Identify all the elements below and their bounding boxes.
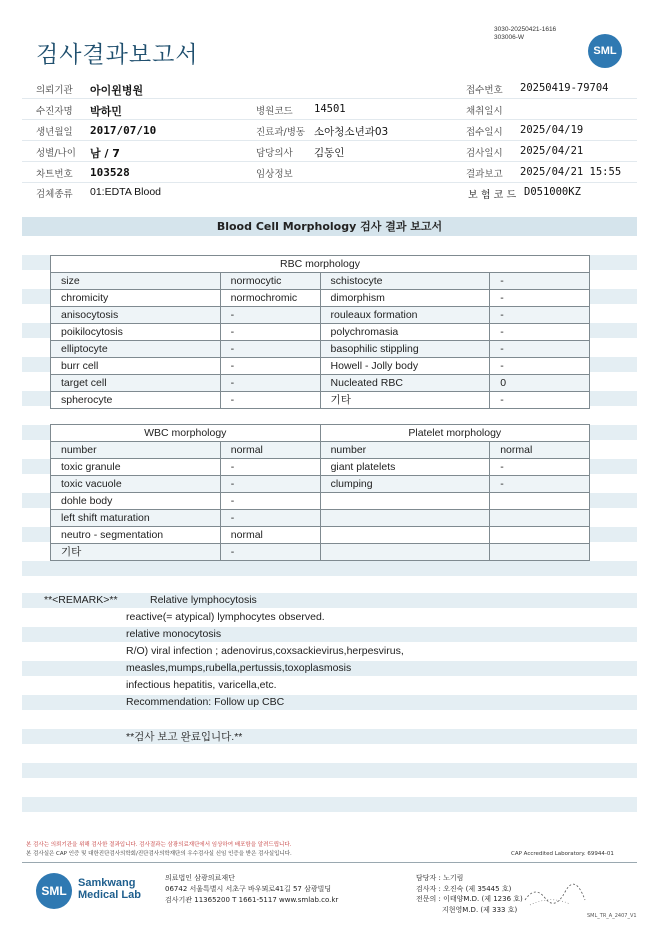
rbc-morphology-table bbox=[50, 255, 590, 409]
info-value: 김동인 bbox=[314, 147, 345, 159]
table-row bbox=[51, 341, 590, 358]
wbc-header: WBC morphology bbox=[51, 425, 321, 442]
table-row bbox=[51, 442, 590, 459]
info-label: 생년월일 bbox=[36, 127, 73, 138]
page-title: 검사결과보고서 bbox=[36, 42, 199, 68]
report-title: Blood Cell Morphology 검사 결과 보고서 bbox=[22, 217, 637, 236]
cell bbox=[320, 544, 490, 561]
info-label: 접수일시 bbox=[466, 127, 503, 138]
addr-line: 검사기관 11365200 T 1661-5117 www.smlab.co.kr bbox=[165, 896, 339, 904]
cell: target cell bbox=[51, 375, 221, 392]
remark-line: Relative lymphocytosis bbox=[150, 594, 257, 606]
staff-line: 지현영M.D. (제 333 호) bbox=[442, 905, 518, 914]
staff-line: 검사자 : 오진숙 (제 35445 호) bbox=[416, 884, 512, 893]
cell bbox=[490, 510, 590, 527]
document-code bbox=[494, 26, 556, 42]
cell: dohle body bbox=[51, 493, 221, 510]
cell: 0 bbox=[490, 375, 590, 392]
cell: normal bbox=[220, 442, 320, 459]
report-complete: **검사 보고 완료입니다.** bbox=[126, 731, 243, 743]
info-value: D051000KZ bbox=[524, 186, 581, 198]
cell: schistocyte bbox=[320, 273, 490, 290]
info-label: 성별/나이 bbox=[36, 148, 76, 159]
info-label: 채취일시 bbox=[466, 106, 503, 117]
cell: elliptocyte bbox=[51, 341, 221, 358]
cell: - bbox=[220, 493, 320, 510]
cell: 기타 bbox=[51, 544, 221, 561]
cell: basophilic stippling bbox=[320, 341, 490, 358]
cell: number bbox=[320, 442, 490, 459]
table-row bbox=[51, 324, 590, 341]
info-label: 수진자명 bbox=[36, 106, 73, 117]
remark-line: reactive(= atypical) lymphocytes observed. bbox=[126, 611, 325, 623]
table-row bbox=[51, 307, 590, 324]
cell: - bbox=[490, 290, 590, 307]
cell: polychromasia bbox=[320, 324, 490, 341]
cell: - bbox=[220, 544, 320, 561]
cell: - bbox=[490, 341, 590, 358]
cell: - bbox=[490, 459, 590, 476]
table-row bbox=[51, 358, 590, 375]
cell: - bbox=[220, 307, 320, 324]
wbc-platelet-table bbox=[50, 424, 590, 561]
cell: neutro - segmentation bbox=[51, 527, 221, 544]
info-row bbox=[22, 182, 637, 202]
table-row bbox=[51, 459, 590, 476]
cell: left shift maturation bbox=[51, 510, 221, 527]
info-value: 01:EDTA Blood bbox=[90, 186, 162, 198]
row-band bbox=[22, 797, 637, 812]
cell: number bbox=[51, 442, 221, 459]
lab-address bbox=[165, 873, 338, 906]
remark-line: relative monocytosis bbox=[126, 628, 222, 640]
cell: 기타 bbox=[320, 392, 490, 409]
info-value: 103528 bbox=[90, 166, 130, 179]
brand-line-1: Samkwang bbox=[78, 877, 136, 889]
doc-code-2: 303006-W bbox=[494, 34, 524, 41]
cell: size bbox=[51, 273, 221, 290]
addr-line: 06742 서울특별시 서초구 바우뫼로41길 57 삼광빌딩 bbox=[165, 885, 332, 893]
cell: - bbox=[220, 341, 320, 358]
info-value: 2025/04/21 15:55 bbox=[520, 166, 622, 178]
cell: rouleaux formation bbox=[320, 307, 490, 324]
cell: - bbox=[490, 324, 590, 341]
info-value: 2017/07/10 bbox=[90, 124, 157, 137]
info-value: 남 / 7 bbox=[90, 147, 120, 160]
cell: - bbox=[220, 392, 320, 409]
info-label: 병원코드 bbox=[256, 106, 293, 117]
cell: - bbox=[490, 307, 590, 324]
footer-divider bbox=[22, 862, 637, 863]
info-row bbox=[22, 99, 637, 120]
cell: clumping bbox=[320, 476, 490, 493]
cell: normal bbox=[490, 442, 590, 459]
cell: normal bbox=[220, 527, 320, 544]
row-band bbox=[22, 695, 637, 710]
signature-icon bbox=[520, 880, 590, 910]
table-row bbox=[51, 544, 590, 561]
table-row bbox=[51, 510, 590, 527]
cell: burr cell bbox=[51, 358, 221, 375]
info-value: 소아청소년과03 bbox=[314, 126, 389, 138]
info-label: 접수번호 bbox=[466, 85, 503, 96]
cell: toxic granule bbox=[51, 459, 221, 476]
cell: - bbox=[220, 459, 320, 476]
footer-warning: 본 검사는 의뢰기관을 위해 검사한 결과입니다. 검사결과는 삼광의료재단에서 임상하여 배포함을 알려드립니다. bbox=[26, 842, 292, 848]
cell: - bbox=[220, 358, 320, 375]
cell: Howell - Jolly body bbox=[320, 358, 490, 375]
info-label: 검체종류 bbox=[36, 189, 73, 200]
cell: toxic vacuole bbox=[51, 476, 221, 493]
info-row bbox=[22, 141, 637, 162]
remark-line: measles,mumps,rubella,pertussis,toxoplasmosis bbox=[126, 662, 352, 674]
footer-cert-note: 본 검사실은 CAP 인증 및 대한진단검사의학회/진단검사의학재단의 우수검사실 신임 인증을 받은 검사실입니다. bbox=[26, 851, 292, 857]
info-label: 검사일시 bbox=[466, 148, 503, 159]
cell: - bbox=[490, 476, 590, 493]
cell: - bbox=[220, 324, 320, 341]
table-row bbox=[51, 375, 590, 392]
cell bbox=[320, 493, 490, 510]
doc-code-1: 3030-20250421-1616 bbox=[494, 26, 557, 33]
cell bbox=[320, 510, 490, 527]
remark-line: infectious hepatitis, varicella,etc. bbox=[126, 679, 277, 691]
info-value: 박하민 bbox=[90, 105, 122, 118]
table-row bbox=[51, 476, 590, 493]
rbc-header: RBC morphology bbox=[51, 256, 590, 273]
cell: giant platelets bbox=[320, 459, 490, 476]
info-value: 14501 bbox=[314, 103, 346, 115]
brand-name bbox=[78, 877, 141, 901]
cell: spherocyte bbox=[51, 392, 221, 409]
table-row bbox=[51, 392, 590, 409]
info-label: 임상정보 bbox=[256, 169, 293, 180]
staff-line: 담당자 : 노기림 bbox=[416, 874, 464, 882]
info-value: 2025/04/21 bbox=[520, 145, 584, 157]
cell bbox=[490, 527, 590, 544]
cell: - bbox=[220, 476, 320, 493]
remark-line: R/O) viral infection ; adenovirus,coxsackievirus,herpesvirus, bbox=[126, 645, 404, 657]
info-label: 의뢰기관 bbox=[36, 85, 73, 96]
sml-logo: SML bbox=[588, 34, 622, 68]
table-row bbox=[51, 290, 590, 307]
staff-line: 전문의 : 이태양M.D. (제 1236 호) bbox=[416, 895, 523, 903]
cell: dimorphism bbox=[320, 290, 490, 307]
row-band bbox=[22, 627, 637, 642]
cell bbox=[490, 544, 590, 561]
cell bbox=[490, 493, 590, 510]
cell: anisocytosis bbox=[51, 307, 221, 324]
row-band bbox=[22, 729, 637, 744]
platelet-header: Platelet morphology bbox=[320, 425, 589, 442]
table-row bbox=[51, 493, 590, 510]
info-value: 20250419-79704 bbox=[520, 82, 609, 94]
cell: - bbox=[220, 510, 320, 527]
cell bbox=[320, 527, 490, 544]
info-label: 담당의사 bbox=[256, 148, 293, 159]
cell: - bbox=[490, 392, 590, 409]
table-row bbox=[51, 527, 590, 544]
cell: poikilocytosis bbox=[51, 324, 221, 341]
info-label: 보 험 코 드 bbox=[468, 190, 517, 201]
info-row bbox=[22, 78, 637, 99]
cell: normochromic bbox=[220, 290, 320, 307]
info-label: 차트번호 bbox=[36, 169, 73, 180]
staff-info bbox=[416, 873, 523, 915]
info-label: 진료과/병동 bbox=[256, 127, 306, 138]
addr-line: 의료법인 삼광의료재단 bbox=[165, 874, 235, 882]
cell: - bbox=[490, 273, 590, 290]
form-version: SML_TR_A_2407_V1 bbox=[587, 913, 637, 919]
info-row bbox=[22, 162, 637, 183]
cell: - bbox=[490, 358, 590, 375]
cell: Nucleated RBC bbox=[320, 375, 490, 392]
info-value: 2025/04/19 bbox=[520, 124, 584, 136]
row-band bbox=[22, 763, 637, 778]
cell: - bbox=[220, 375, 320, 392]
remark-label: **<REMARK>** bbox=[44, 594, 118, 606]
info-label: 결과보고 bbox=[466, 169, 503, 180]
cap-accreditation: CAP Accredited Laboratory. 69944-01 bbox=[511, 851, 614, 857]
info-row bbox=[22, 120, 637, 141]
table-row bbox=[51, 273, 590, 290]
cell: chromicity bbox=[51, 290, 221, 307]
brand-line-2: Medical Lab bbox=[78, 889, 141, 901]
remark-line: Recommendation: Follow up CBC bbox=[126, 696, 285, 708]
info-value: 아이윈병원 bbox=[90, 84, 144, 97]
cell: normocytic bbox=[220, 273, 320, 290]
row-band bbox=[22, 561, 637, 576]
sml-logo-footer: SML bbox=[36, 873, 72, 909]
